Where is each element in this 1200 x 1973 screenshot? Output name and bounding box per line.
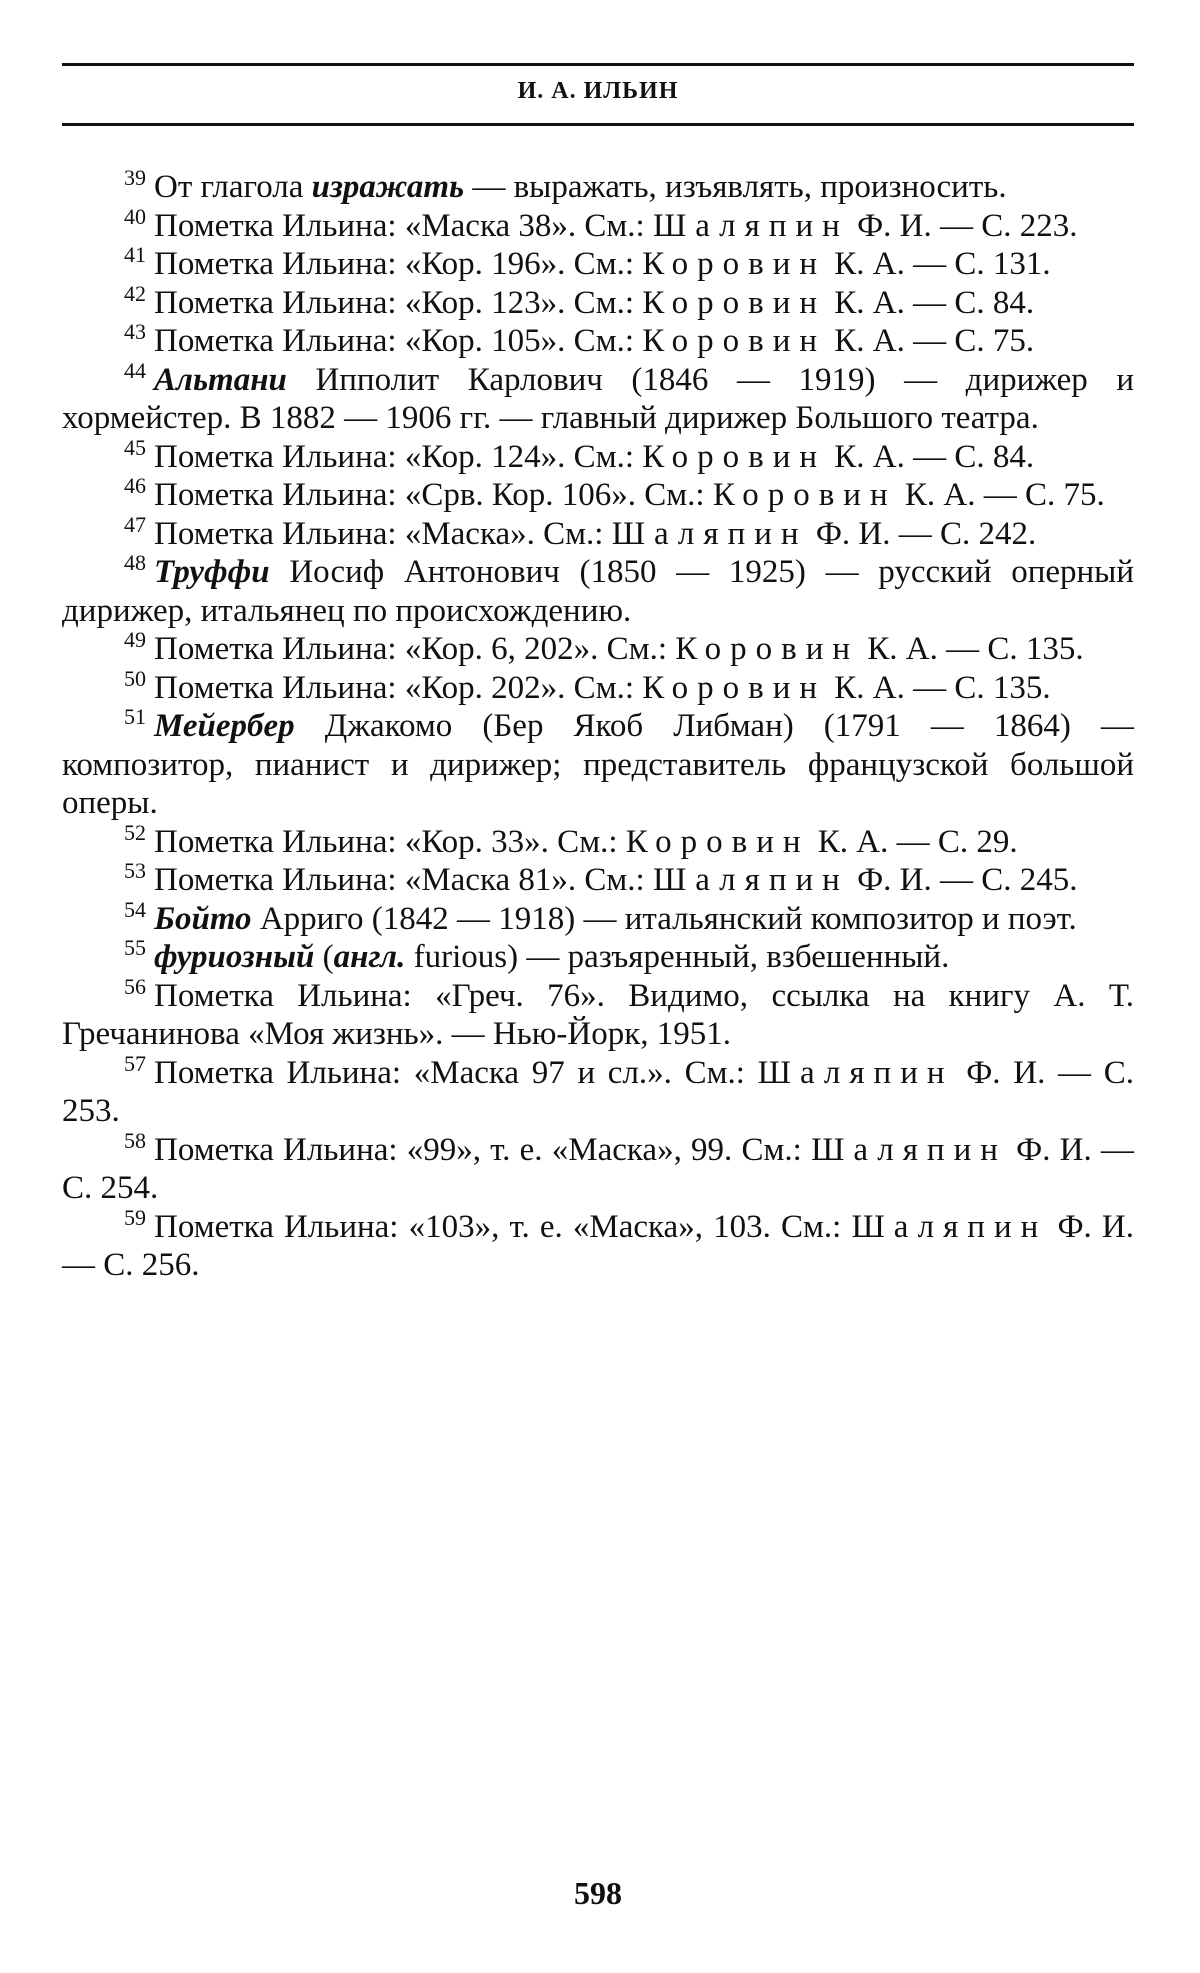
footnote-text: Пометка Ильина: «99», т. е. «Маска», 99. См.: (154, 1131, 812, 1168)
footnote-author: Коровин (642, 438, 827, 475)
footnote-term: Бойто (154, 900, 252, 937)
footnote-text: Ф. И. — С. 254. (62, 1131, 1134, 1206)
footnote-number: 59 (124, 1204, 146, 1230)
footnote-author: Шаляпин (851, 1208, 1048, 1245)
footnote-text: — выражать, изъявлять, произносить. (464, 169, 1007, 205)
footnote-text: Пометка Ильина: «Маска». См.: (154, 515, 612, 552)
footnotes-list (62, 165, 1134, 1285)
footnote-author: Коровин (642, 669, 827, 706)
footnote-term: Альтани (154, 361, 287, 398)
footnote-term: Труффи (154, 554, 270, 590)
footnote-text: Пометка Ильина: «Кор. 6, 202». См.: (154, 631, 676, 667)
footnote-language: англ. (333, 939, 406, 975)
footnote-number: 53 (124, 858, 146, 883)
footnote-54 (62, 896, 1134, 939)
footnote-term: изражать (311, 169, 465, 205)
footnote-59 (62, 1204, 1134, 1285)
footnote-text: К. А. — С. 131. (826, 246, 1051, 282)
footnote-50 (62, 665, 1134, 708)
footnote-number: 51 (124, 704, 146, 729)
footnote-56 (62, 973, 1134, 1054)
footnote-text: Пометка Ильина: «Маска 97 и сл.». См.: (154, 1054, 758, 1091)
footnote-57 (62, 1050, 1134, 1131)
footnote-author: Коровин (642, 323, 827, 359)
footnote-author: Шаляпин (757, 1054, 954, 1091)
footnote-46 (62, 473, 1134, 515)
footnote-number: 42 (124, 280, 146, 306)
footnote-number: 52 (124, 819, 146, 845)
footnote-author: Шаляпин (611, 515, 808, 552)
footnote-39 (62, 165, 1134, 207)
footnote-text: Ф. И. — С. 223. (848, 207, 1078, 244)
footnote-number: 39 (124, 165, 146, 190)
footnote-text: ( (314, 939, 334, 975)
footnote-text: Пометка Ильина: «Маска 38». См.: (154, 207, 653, 244)
footnote-number: 56 (124, 973, 146, 999)
footnote-number: 47 (124, 511, 146, 537)
footnote-author: Шаляпин (811, 1131, 1007, 1168)
footnote-text: От глагола (154, 169, 312, 205)
footnote-number: 43 (124, 319, 146, 344)
footnote-text: К. А. — С. 84. (826, 438, 1035, 475)
footnote-text: Джакомо (Бер Якоб Либман) (1791 — 1864) — композитор, пианист и дирижер; представитель французской большой оперы. (62, 708, 1134, 821)
footnote-term: Мейербер (154, 708, 295, 744)
footnote-text: К. А. — С. 84. (826, 284, 1035, 321)
footnote-text: Пометка Ильина: «Кор. 124». См.: (154, 438, 643, 475)
footnote-42 (62, 280, 1134, 323)
footnote-45 (62, 434, 1134, 477)
footnote-author: Коровин (642, 284, 827, 321)
footnote-number: 50 (124, 665, 146, 691)
footnote-number: 40 (124, 203, 146, 229)
footnote-text: Пометка Ильина: «Кор. 105». См.: (154, 323, 643, 359)
footnote-number: 46 (124, 473, 146, 498)
footnote-text: Пометка Ильина: «Кор. 202». См.: (154, 669, 643, 706)
running-header: И. А. ИЛЬИН (517, 78, 679, 104)
footnote-text: Пометка Ильина: «Греч. 76». Видимо, ссылка на книгу А. Т. Гречанинова «Моя жизнь». — Нью-Йорк, 1951. (62, 977, 1134, 1052)
page-number: 598 (574, 1875, 622, 1911)
footnote-text: Пометка Ильина: «Кор. 123». См.: (154, 284, 643, 321)
footnote-text: Ф. И. — С. 256. (62, 1208, 1134, 1283)
footnote-text: К. А. — С. 135. (826, 669, 1051, 706)
footnote-44 (62, 357, 1134, 438)
book-page (62, 0, 1134, 1973)
footnote-author: Коровин (675, 631, 860, 667)
footnote-number: 55 (124, 935, 146, 960)
footnote-number: 57 (124, 1050, 146, 1076)
footnote-number: 58 (124, 1127, 146, 1153)
footnote-text: К. А. — С. 75. (896, 477, 1105, 513)
footnote-53 (62, 858, 1134, 900)
footnote-number: 41 (124, 242, 146, 267)
footnote-text: Арриго (1842 — 1918) — итальянский композитор и поэт. (251, 900, 1077, 937)
footnote-51 (62, 704, 1134, 823)
footnote-text: Ипполит Карлович (1846 — 1919) — дирижер и хормейстер. В 1882 — 1906 гг. — главный дирижер Большого театра. (62, 361, 1134, 436)
header-rule-bottom (62, 123, 1134, 126)
footnote-40 (62, 203, 1134, 246)
footnote-text: Пометка Ильина: «Кор. 33». См.: (154, 823, 626, 860)
footnote-term: фуриозный (154, 939, 315, 975)
footnote-55 (62, 935, 1134, 977)
footnote-number: 54 (124, 896, 146, 922)
footnote-text: Пометка Ильина: «103», т. е. «Маска», 103. См.: (154, 1208, 852, 1245)
footnote-text: Ф. И. — С. 245. (848, 862, 1078, 898)
footnote-text: Ф. И. — С. 253. (62, 1054, 1134, 1129)
footnote-text: Ф. И. — С. 242. (807, 515, 1037, 552)
footnote-52 (62, 819, 1134, 862)
footnote-number: 44 (124, 357, 146, 383)
footnote-43 (62, 319, 1134, 361)
footnote-text: Пометка Ильина: «Кор. 196». См.: (154, 246, 643, 282)
footnote-text: К. А. — С. 75. (826, 323, 1035, 359)
footnote-text: furious) — разъяренный, взбешенный. (405, 939, 950, 975)
footnote-41 (62, 242, 1134, 284)
footnote-48 (62, 550, 1134, 630)
footnote-author: Шаляпин (652, 207, 849, 244)
footnote-author: Коровин (625, 823, 810, 860)
footnote-text: К. А. — С. 29. (809, 823, 1018, 860)
footnote-58 (62, 1127, 1134, 1208)
header-rule-top (62, 63, 1134, 66)
footnote-text: К. А. — С. 135. (859, 631, 1084, 667)
footnote-text: Пометка Ильина: «Срв. Кор. 106». См.: (154, 477, 713, 513)
footnote-49 (62, 627, 1134, 669)
footnote-number: 48 (124, 550, 146, 575)
footnote-author: Коровин (712, 477, 897, 513)
footnote-author: Коровин (642, 246, 827, 282)
footnote-text: Пометка Ильина: «Маска 81». См.: (154, 862, 653, 898)
footnote-text: Иосиф Антонович (1850 — 1925) — русский оперный дирижер, итальянец по происхождению. (62, 554, 1134, 629)
footnote-47 (62, 511, 1134, 554)
footnote-number: 45 (124, 434, 146, 460)
footnote-author: Шаляпин (652, 862, 849, 898)
footnote-number: 49 (124, 627, 146, 652)
